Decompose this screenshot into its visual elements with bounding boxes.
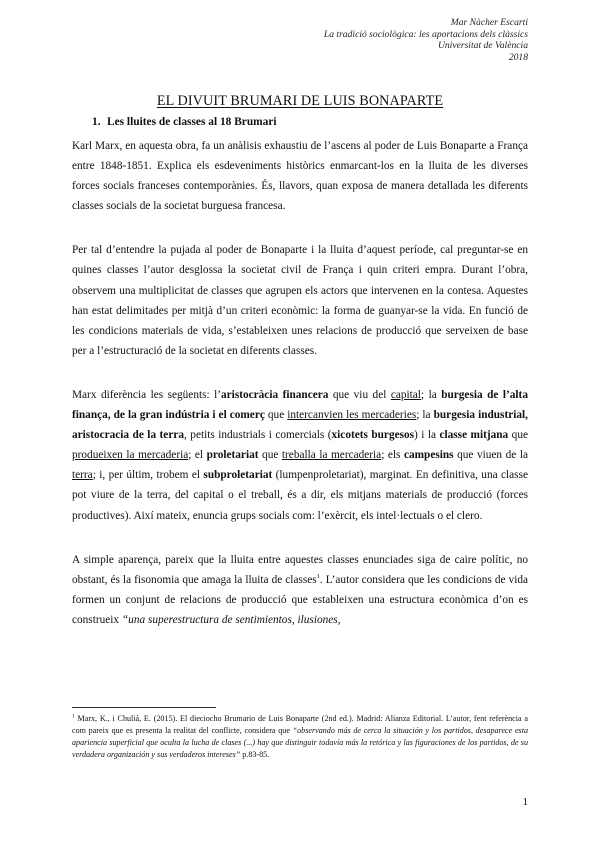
text-span: que viu del: [328, 388, 391, 401]
text-span: . L’autor considera que les condicions de vida formen un conjunt de relacions de producció que estableixen una estructura econòmica d’on es construeix: [72, 573, 528, 626]
class-term-peasants: campesins: [403, 449, 454, 462]
running-header: [208, 17, 528, 63]
paragraph-2: Per tal d’entendre la pujada al poder de Bonaparte i la lluita d’aquest període, cal preguntar-se en quines classes l’autor desglossa la societat civil de França i quin criteri empra. Durant l’obra, observem una multiplicitat de classes que agrupen els actors que intervenen en la contesa. Aquestes han estat delimitades per mitjà d’un criteri econòmic: la forma de guanyar-se la vida. En funció de les condicions materials de vida, s’estableixen unes relacions de producció que serveixen de base per a l’estructuració de la societat en diferents classes.: [72, 244, 528, 357]
text-span: que: [264, 409, 288, 422]
text-span: A simple aparença, pareix que la lluita entre aquestes classes enunciades siga de caire polític, no obstant, és la fisonomia que amaga la lluita de classes: [72, 553, 528, 586]
text-span: (lumpenproletariat), marginat. En definitiva, una classe pot viure de la terra, del capital o el treball, és a dir, els mitjans materials de producció (forces productives). Així mateix, enuncia grups socials com: l’exèrcit, els intel·lectuals o el clero.: [72, 469, 528, 522]
class-term-middle-class: classe mitjana: [439, 429, 509, 442]
footnote-pages: p.83-85.: [240, 749, 270, 759]
body-text: [72, 136, 528, 630]
header-author: Mar Nàcher Escarti: [450, 17, 528, 28]
text-span: que viuen de la: [453, 449, 528, 462]
means-work: treballa la mercaderia: [281, 449, 382, 462]
paragraph-3: [72, 385, 528, 526]
class-term-industrial-bourgeoisie: burgesia industrial, aristocracia de la terra: [72, 409, 528, 442]
text-span: que: [508, 429, 528, 442]
means-capital: capital: [390, 388, 421, 401]
means-produce: produeixen la mercaderia: [72, 449, 189, 462]
text-span: ; els: [381, 449, 404, 462]
document-title: EL DIVUIT BRUMARI DE LUIS BONAPARTE: [156, 93, 444, 109]
text-span: , petits industrials i comercials (: [184, 429, 332, 442]
footnote-marker: 1: [72, 713, 75, 720]
class-term-petty-bourgeois: xicotets burgesos: [331, 429, 415, 442]
means-land: terra: [72, 469, 93, 482]
section-number: 1.: [92, 116, 101, 128]
paragraph-4: [72, 550, 528, 630]
header-year: 2018: [508, 51, 528, 63]
text-span: ; i, per últim, trobem el: [92, 469, 204, 482]
footnote-divider: [72, 707, 216, 708]
paragraph-1: Karl Marx, en aquesta obra, fa un anàlisis exhaustiu de l’ascens al poder de Luis Bonaparte a França entre 1848-1851. Explica els esdeveniments històrics enmarcant-los en la lluita de les diverses forces socials franceses contemporànies. És, llavors, quan exposa de manera detallada les diferents classes socials de la societat burguesa francesa.: [72, 140, 528, 213]
section-heading: [92, 116, 277, 128]
text-span: ; el: [188, 449, 207, 462]
text-span: ) i la: [414, 429, 440, 442]
text-span: que: [258, 449, 282, 462]
text-span: ; la: [420, 388, 442, 401]
class-term-high-bourgeoisie: burgesia de l’alta finança, de la gran indústria i el comerç: [72, 388, 528, 422]
section-title: Les lluites de classes al 18 Brumari: [107, 116, 277, 128]
footnote-quote: “observando más de cerca la situación y los partidos, desaparece esta apariencia superficial que oculta la lucha de clases (...) hay que distinguir todavía más la retórica y las figuraciones de los partidos, de su verdadera organización y sus verdaderos intereses”: [72, 725, 528, 759]
text-span: Marx diferència les següents: l’: [72, 388, 222, 401]
page-number: 1: [522, 796, 528, 808]
class-term-proletariat: proletariat: [206, 449, 259, 462]
means-exchange: intercanvien les mercaderies: [287, 409, 417, 422]
footnote-citation: Marx, K., i Chuliá, E. (2015). El dieciocho Brumario de Luis Bonaparte (2nd ed.). Madrid: Alianza Editorial. L’autor, fent referència a com pareix que es presenta la realitat del conflicte, considera que: [72, 714, 528, 735]
class-term-subproletariat: subproletariat: [203, 469, 273, 482]
text-span: ; la: [416, 409, 434, 422]
footnote-reference[interactable]: 1: [316, 572, 320, 580]
quotation: “una superestructura de sentimientos, ilusiones,: [121, 613, 341, 626]
header-course: La tradició sociològica: les aportacions dels clàssics: [323, 28, 528, 40]
footnote: [72, 713, 528, 761]
header-university: Universitat de València: [437, 40, 528, 52]
class-term-financial-aristocracy: aristocràcia financera: [221, 388, 329, 401]
